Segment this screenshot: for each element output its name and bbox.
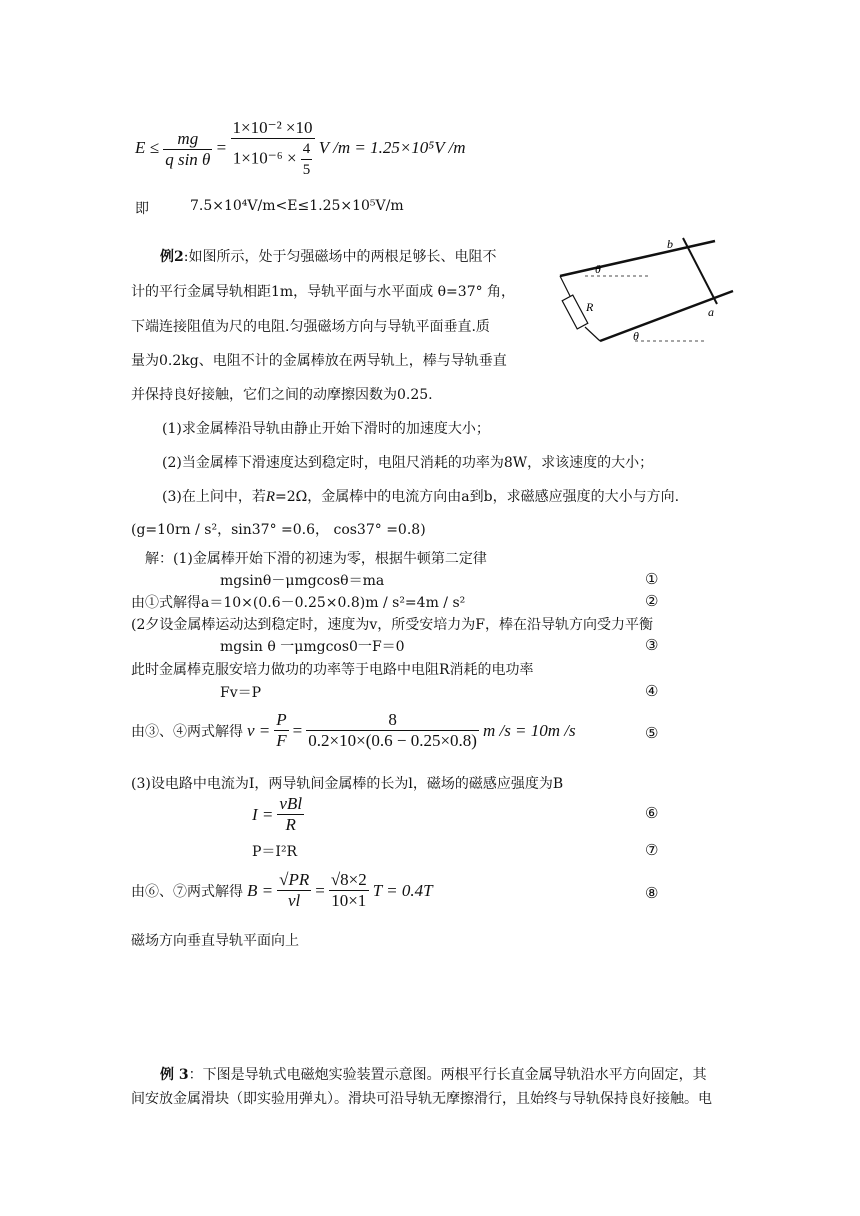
equals: = (216, 137, 227, 157)
q3-part: (3)在上问中，若 (162, 489, 266, 505)
den-part: 1×10⁻⁶ × (232, 148, 297, 168)
frac-num: mg (163, 129, 212, 150)
fraction-velocity (306, 710, 479, 751)
eq-number-3: ③ (645, 636, 659, 654)
frac-num: 4 (301, 139, 313, 160)
eq-number-5: ⑤ (645, 724, 659, 742)
solution-eq4: Fv＝P (220, 685, 262, 701)
fraction-B-value (329, 870, 369, 911)
label-R: R (586, 300, 594, 314)
example2-line3: 下端连接阻值为尺的电阻.匀强磁场方向与导轨平面垂直.质 (131, 319, 490, 335)
equals: = (315, 880, 325, 900)
left-wire-bottom (585, 327, 600, 341)
example2-line4: 量为0.2kg、电阻不计的金属棒放在两导轨上，棒与导轨垂直 (131, 353, 507, 369)
frac-num: vBl (279, 794, 303, 813)
frac-den: 10×1 (331, 891, 367, 910)
example2-label: 例2 (160, 249, 184, 265)
formula-lhs: E ≤ (135, 137, 159, 157)
example2-line2: 计的平行金属导轨相距1m，导轨平面与水平面成 θ=37° 角， (131, 284, 516, 300)
solution-line5 (131, 710, 576, 751)
formula-rhs: V /m = 1.25×10⁵V /m (318, 137, 466, 157)
fraction-value (231, 118, 315, 180)
q3-part: =2Ω，金属棒中的电流方向由a到b，求磁感应强度的大小与方向. (275, 489, 680, 505)
eq-number-4: ④ (645, 682, 659, 700)
fraction-P-F (274, 710, 288, 751)
solution-line3: (2夕设金属棒运动达到稳定时，速度为v，所受安培力为F，棒在沿导轨方向受力平衡 (131, 617, 653, 633)
line5-v: v = (247, 720, 271, 740)
example3-line1 (160, 1064, 707, 1084)
frac-num: 8 (306, 710, 479, 731)
upper-rail (560, 241, 715, 276)
label-theta-top: θ (595, 262, 601, 276)
frac-den: F (276, 731, 287, 750)
frac-num: √8×2 (330, 870, 367, 889)
ji-label: 即 (135, 201, 149, 217)
frac-num: √PR (279, 870, 310, 889)
formula-I: I = (252, 804, 274, 824)
example2-text: :如图所示，处于匀强磁场中的两根足够长、电阻不 (183, 249, 497, 265)
label-b: b (667, 237, 673, 251)
solution-line8 (131, 870, 433, 911)
eq-number-6: ⑥ (645, 804, 659, 822)
question-3 (162, 486, 679, 506)
solution-eq1: mgsinθ－μmgcosθ＝ma (220, 573, 385, 589)
frac-num: 1×10⁻² ×10 (232, 118, 313, 137)
q3-R: R (265, 489, 276, 505)
solution-intro: 解：(1)金属棒开始下滑的初速为零，根据牛顿第二定律 (145, 551, 487, 567)
solution-line2: 由①式解得a＝10×(0.6－0.25×0.8)m / s²=4m / s² (131, 595, 466, 611)
eq-number-7: ⑦ (645, 841, 659, 859)
ji-range: 7.5×10⁴V/m<E≤1.25×10⁵V/m (190, 198, 404, 214)
fraction-mg (163, 129, 212, 170)
label-a: a (708, 305, 714, 319)
frac-den: 5 (302, 162, 311, 178)
eq-number-1: ① (645, 570, 659, 588)
fraction-sqrtPR-vl (277, 870, 311, 911)
eq-number-2: ② (645, 592, 659, 610)
solution-eq7: P＝I²R (252, 844, 298, 860)
question-1: (1)求金属棒沿导轨由静止开始下滑时的加速度大小； (162, 421, 490, 437)
left-wire-top (560, 276, 570, 296)
solution-line4: 此时金属棒克服安培力做功的功率等于电路中电阻R消耗的电功率 (131, 662, 534, 678)
label-theta-bottom: θ (633, 329, 639, 343)
formula-e-bound (135, 118, 466, 180)
example2-line5: 并保持良好接触，它们之间的动摩擦因数为0.25. (131, 387, 433, 403)
example3-line2: 间安放金属滑块（即实验用弹丸）。滑块可沿导轨无摩擦滑行，且始终与导轨保持良好接触。电 (131, 1091, 712, 1107)
frac-num: P (276, 710, 287, 729)
eq-number-8: ⑧ (645, 884, 659, 902)
line8-prefix: 由⑥、⑦两式解得 (131, 883, 243, 900)
frac-den: q sin θ (165, 149, 211, 169)
rail-diagram (555, 228, 745, 353)
fraction-4-5 (301, 139, 313, 180)
solution-conclusion: 磁场方向垂直导轨平面向上 (131, 933, 299, 949)
line5-prefix: 由③、④两式解得 (131, 723, 243, 740)
metal-rod (683, 238, 717, 304)
equals: = (292, 720, 303, 740)
line8-rhs: T = 0.4T (372, 880, 433, 900)
frac-den (231, 139, 315, 180)
frac-den: vl (288, 891, 301, 910)
resistor (562, 295, 588, 329)
example3-text: ：下图是导轨式电磁炮实验装置示意图。两根平行长直金属导轨沿水平方向固定，其 (188, 1067, 707, 1083)
formula-current (252, 794, 304, 835)
question-2: (2)当金属棒下滑速度达到稳定时，电阻尺消耗的功率为8W，求该速度的大小； (162, 455, 654, 471)
given-values: (g=10rn / s²，sin37° =0.6， cos37° =0.8) (131, 522, 426, 538)
solution-line6: (3)设电路中电流为I，两导轨间金属棒的长为l，磁场的磁感应强度为B (131, 776, 564, 792)
example3-label: 例 3 (160, 1067, 189, 1083)
frac-den: R (285, 815, 296, 834)
frac-den: 0.2×10×(0.6 − 0.25×0.8) (308, 731, 477, 750)
example2-line1 (160, 246, 496, 266)
line5-rhs: m /s = 10m /s (482, 720, 576, 740)
line8-B: B = (247, 880, 274, 900)
solution-eq3: mgsin θ 一μmgcos0一F＝0 (220, 639, 405, 655)
fraction-vBl-R (277, 794, 304, 835)
